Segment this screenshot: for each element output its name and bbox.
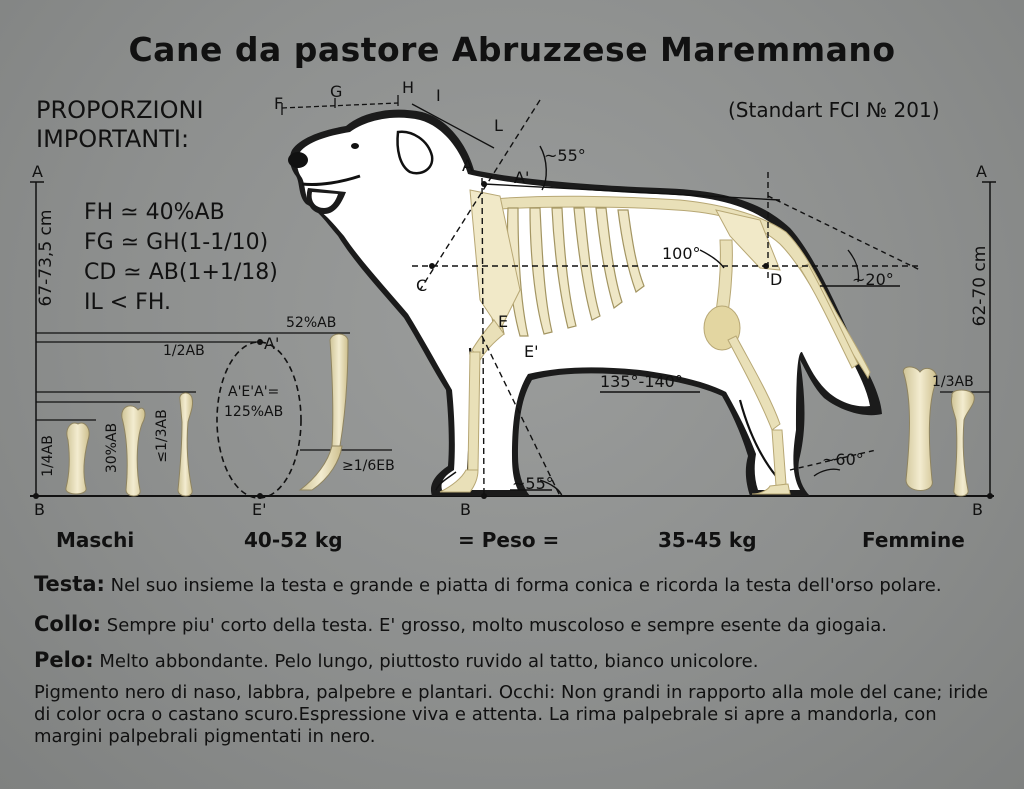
label-third-ab-male: ≤1/3AB — [154, 409, 170, 463]
proportions-heading — [36, 96, 276, 154]
angle-pelvis: ~20° — [852, 270, 894, 289]
point-l: L — [494, 116, 503, 135]
point-withers-a: A — [462, 156, 473, 175]
angle-shoulder: ~55° — [544, 146, 586, 165]
point-a-prime: A' — [264, 334, 280, 353]
proportions-heading-line2: IMPORTANTI: — [36, 125, 190, 153]
point-b-right: B — [972, 500, 983, 519]
label-thirty-ab: 30%AB — [104, 422, 120, 474]
point-e-prime: E' — [252, 500, 267, 519]
page-title: Cane da pastore Abruzzese Maremmano — [128, 30, 896, 69]
angle-hip: 100° — [662, 244, 701, 263]
angle-rear-pastern: ~60° — [822, 450, 864, 469]
angle-hock: 135°-140° — [600, 372, 683, 391]
female-weight: 35-45 kg — [658, 528, 757, 552]
label-male: Maschi — [56, 528, 135, 552]
label-quarter-ab: 1/4AB — [40, 435, 56, 477]
testa-label: Testa: — [34, 572, 105, 596]
point-a-right: A — [976, 162, 987, 181]
point-d: D — [770, 270, 783, 289]
collo-text: Sempre piu' corto della testa. E' grosso, molto muscoloso e sempre esente da giogaia. — [101, 615, 887, 636]
label-fiftytwo-ab: 52%AB — [286, 315, 337, 331]
point-h: H — [402, 78, 415, 97]
label-half-ab: 1/2AB — [163, 343, 205, 359]
formula-fh: FH ≃ 40%AB — [84, 200, 225, 225]
dog-silhouette — [297, 118, 870, 490]
female-height-label: 62-70 cm — [970, 245, 990, 327]
label-aea-line1: A'E'A'= — [228, 384, 280, 400]
description-pelo — [34, 648, 758, 672]
point-g: G — [330, 82, 343, 101]
description-testa — [34, 572, 942, 596]
formula-cd: CD ≃ AB(1+1/18) — [84, 260, 278, 285]
collo-label: Collo: — [34, 612, 102, 636]
point-a-left: A — [32, 162, 43, 181]
point-e-prime-body: E' — [524, 342, 539, 361]
point-b-left: B — [34, 500, 45, 519]
point-i: I — [436, 86, 441, 105]
formula-il: IL < FH. — [84, 290, 171, 315]
dog-nose — [288, 152, 308, 168]
testa-text: Nel suo insieme la testa e grande e piatta di forma conica e ricorda la testa dell'orso polare. — [104, 575, 942, 596]
description-collo — [34, 612, 887, 636]
point-c: C — [416, 276, 428, 295]
pelo-text: Melto abbondante. Pelo lungo, piuttosto ruvido al tatto, bianco unicolore. — [93, 651, 759, 672]
label-sixth-eb: ≥1/6EB — [342, 458, 395, 474]
point-b-mid: B — [460, 500, 471, 519]
weight-label: = Peso = — [458, 528, 560, 552]
label-third-ab-female: 1/3AB — [932, 374, 974, 390]
label-aea-line2: 125%AB — [224, 404, 284, 420]
formula-fg: FG ≃ GH(1-1/10) — [84, 230, 269, 255]
point-e: E — [498, 312, 509, 331]
description-pigment: Pigmento nero di naso, labbra, palpebre e plantari. Occhi: Non grandi in rapporto alla mole del cane; iride di color ocra o castano scuro.Espressione viva e attenta. La rima palpebrale si apre a mandorla, con margini palpebrali pigmentati in nero. — [34, 682, 989, 747]
dog-eye — [351, 143, 359, 149]
standard-reference: (Standart FCI № 201) — [728, 98, 940, 122]
male-height-label: 67-73,5 cm — [36, 209, 56, 307]
point-f: F — [274, 94, 284, 113]
point-withers-a-prime: A' — [514, 168, 530, 187]
pelo-label: Pelo: — [34, 648, 94, 672]
male-weight: 40-52 kg — [244, 528, 343, 552]
proportions-heading-line1: PROPORZIONI — [36, 96, 204, 124]
label-female: Femmine — [862, 528, 965, 552]
angle-foreleg: ~55° — [512, 474, 554, 493]
